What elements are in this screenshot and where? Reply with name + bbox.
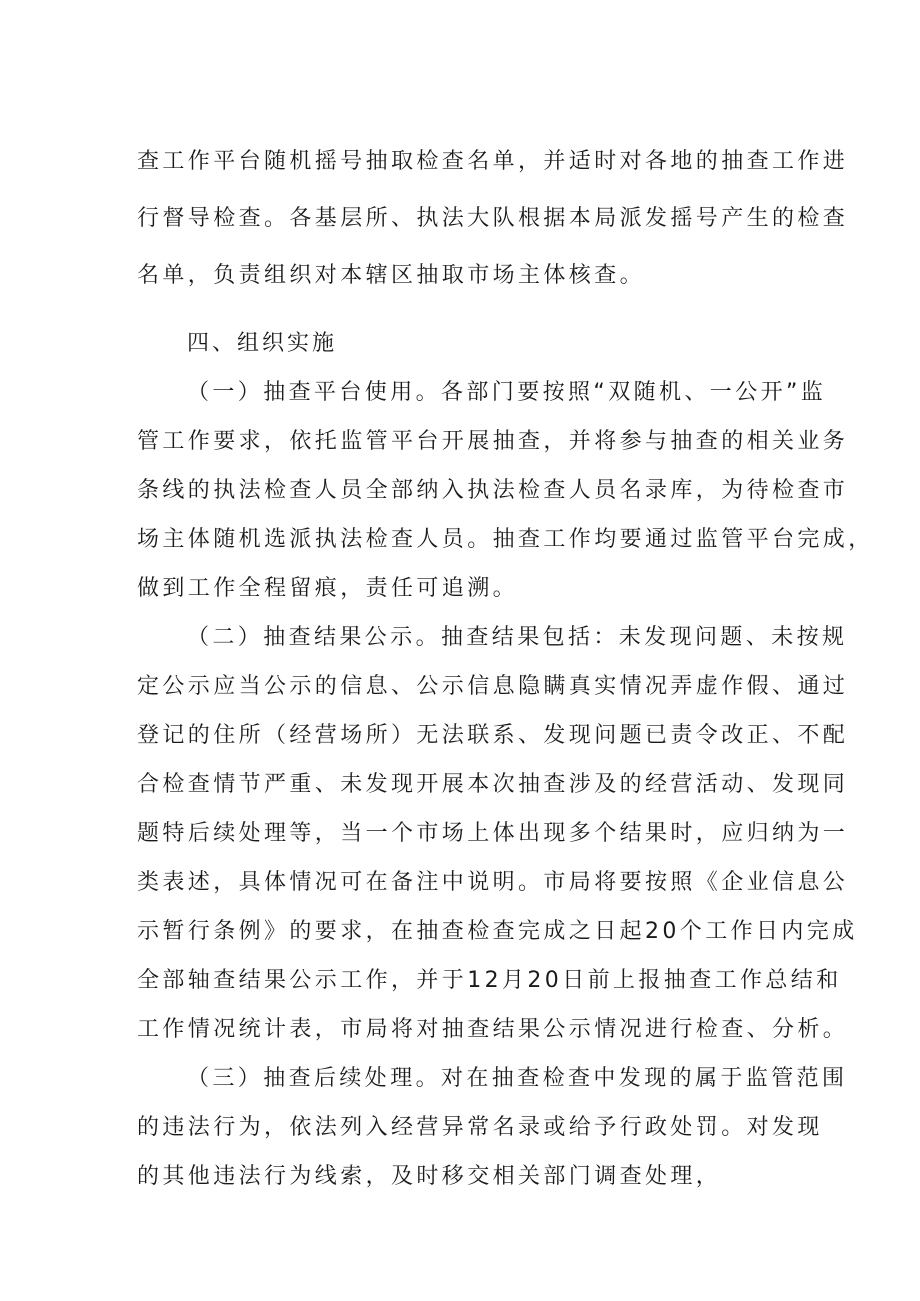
paragraph-first-line: （一）抽查平台使用。各部门要按照“双随机、一公开”监 (187, 380, 827, 405)
body-text-line: 全部轴查结果公示工作，并于12月20日前上报抽查工作总结和 (137, 968, 842, 993)
body-text-line: 的其他违法行为线索，及时移交相关部门调查处理， (137, 1164, 722, 1189)
body-text-line: 合检查情节严重、未发现开展本次抽查涉及的经营活动、发现同 (137, 772, 849, 797)
body-text-line: 做到工作全程留痕，责任可追溯。 (137, 576, 519, 601)
body-text-line: 场主体随机选派执法检查人员。抽查工作均要通过监管平台完成， (137, 527, 874, 552)
body-text-line: 类表述，具体情况可在备注中说明。市局将要按照《企业信息公 (137, 870, 849, 895)
section-heading: 四、组织实施 (187, 331, 338, 356)
paragraph-first-line: （三）抽查后续处理。对在抽查检查中发现的属于监管范围 (187, 1066, 848, 1091)
body-text-line: 的违法行为，依法列入经营异常名录或给予行政处罚。对发现 (137, 1115, 823, 1140)
body-text-line: 定公示应当公示的信息、公示信息隐瞒真实情况弄虚作假、通过 (137, 674, 849, 699)
body-text-line: 名单，负责组织对本辖区抽取市场主体核查。 (137, 263, 646, 288)
body-text-line: 管工作要求，依托监管平台开展抽查，并将参与抽查的相关业务 (137, 429, 849, 454)
body-text-line: 登记的住所（经营场所）无法联系、发现问题已责令改正、不配 (137, 723, 849, 748)
body-text-line: 题特后续处理等，当一个市场上体出现多个结果时，应归纳为一 (137, 821, 849, 846)
body-text-line: 示暂行条例》的要求，在抽查检查完成之日起20个工作日内完成 (137, 919, 858, 944)
body-text-line: 行督导检查。各基层所、执法大队根据本局派发摇号产生的检查 (137, 206, 849, 231)
body-text-line: 查工作平台随机摇号抽取检查名单，并适时对各地的抽查工作进 (137, 149, 849, 174)
paragraph-first-line: （二）抽查结果公示。抽查结果包括：未发现问题、未按规 (187, 625, 848, 650)
body-text-line: 条线的执法检查人员全部纳入执法检查人员名录库，为待检查市 (137, 478, 849, 503)
body-text-line: 工作情况统计表，市局将对抽查结果公示情况进行检查、分析。 (137, 1017, 849, 1042)
